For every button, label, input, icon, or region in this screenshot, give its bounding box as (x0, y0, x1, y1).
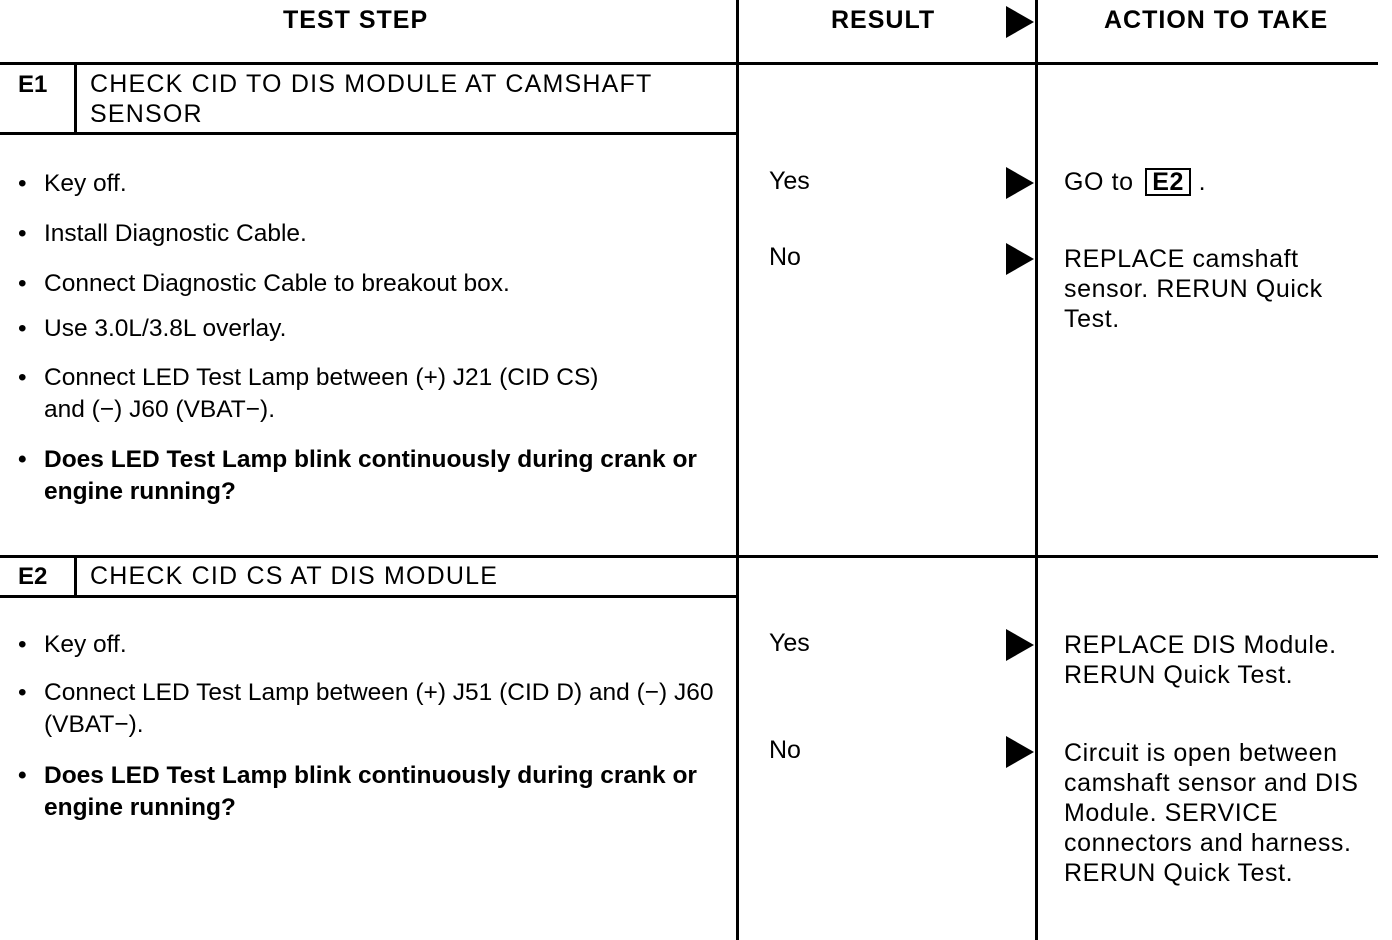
step-e2-question (18, 760, 708, 824)
header-result: RESULT (831, 6, 936, 34)
column-divider-2 (1035, 0, 1038, 940)
bullet-text: Connect LED Test Lamp between (+) J51 (CID D) and (−) J60 (VBAT−). (44, 679, 714, 738)
step-e2-action-no: Circuit is open between camshaft sensor and DIS Module. SERVICE connectors and harness. RERUN Quick Test. (1064, 739, 1359, 887)
header-action-to-take: ACTION TO TAKE (1104, 6, 1329, 34)
bullet-dot: • (18, 315, 27, 342)
step-e2-title-rule (0, 595, 738, 598)
step-e2-result-yes: Yes (769, 629, 810, 657)
column-divider-1 (736, 0, 739, 940)
bullet-text: Key off. (44, 631, 127, 658)
step-e2-result-no: No (769, 736, 801, 764)
step-e1-id-divider (74, 64, 77, 134)
step-e1-result-no: No (769, 243, 801, 271)
bullet-dot: • (18, 446, 27, 473)
step-e1-id: E1 (18, 71, 48, 98)
step-e1-bullet (18, 362, 618, 426)
step-e2-id-divider (74, 557, 77, 597)
step-e2-action-yes: REPLACE DIS Module. RERUN Quick Test. (1064, 631, 1337, 689)
arrow-right-icon (1006, 6, 1034, 38)
bullet-text: Connect Diagnostic Cable to breakout box. (44, 270, 510, 297)
step-e1-result-yes: Yes (769, 167, 810, 195)
step-e1-bullet (18, 218, 708, 250)
step-e2-title: CHECK CID CS AT DIS MODULE (90, 562, 499, 590)
bullet-text: Key off. (44, 170, 127, 197)
bullet-text: Connect LED Test Lamp between (+) J21 (CID CS) and (−) J60 (VBAT−). (44, 364, 599, 423)
bullet-dot: • (18, 220, 27, 247)
step-separator-rule (0, 555, 1378, 558)
step-e2-bullet (18, 629, 708, 661)
bullet-dot: • (18, 631, 27, 658)
step-ref-e2[interactable]: E2 (1145, 168, 1191, 196)
bullet-text: Use 3.0L/3.8L overlay. (44, 315, 287, 342)
bullet-dot: • (18, 762, 27, 789)
bullet-dot: • (18, 364, 27, 391)
bullet-dot: • (18, 679, 27, 706)
step-e1-action-no: REPLACE camshaft sensor. RERUN Quick Test. (1064, 245, 1323, 333)
step-e1-bullet (18, 313, 708, 345)
bullet-dot: • (18, 270, 27, 297)
arrow-right-icon (1006, 167, 1034, 199)
step-e1-bullet (18, 268, 708, 300)
arrow-right-icon (1006, 243, 1034, 275)
arrow-right-icon (1006, 629, 1034, 661)
bullet-dot: • (18, 170, 27, 197)
arrow-right-icon (1006, 736, 1034, 768)
step-e1-action-yes (1064, 167, 1364, 197)
step-e1-bullet (18, 168, 708, 200)
step-e1-question (18, 444, 708, 508)
action-text: GO to (1064, 168, 1134, 196)
action-suffix: . (1198, 168, 1207, 196)
step-e1-title-rule (0, 132, 738, 135)
bullet-text: Does LED Test Lamp blink continuously during crank or engine running? (44, 446, 697, 505)
bullet-text: Install Diagnostic Cable. (44, 220, 307, 247)
bullet-text: Does LED Test Lamp blink continuously during crank or engine running? (44, 762, 697, 821)
header-test-step: TEST STEP (283, 6, 429, 34)
header-bottom-rule (0, 62, 1378, 65)
step-e2-id: E2 (18, 563, 48, 590)
step-e1-title: CHECK CID TO DIS MODULE AT CAMSHAFT SENSOR (90, 70, 652, 128)
step-e2-bullet (18, 677, 718, 741)
